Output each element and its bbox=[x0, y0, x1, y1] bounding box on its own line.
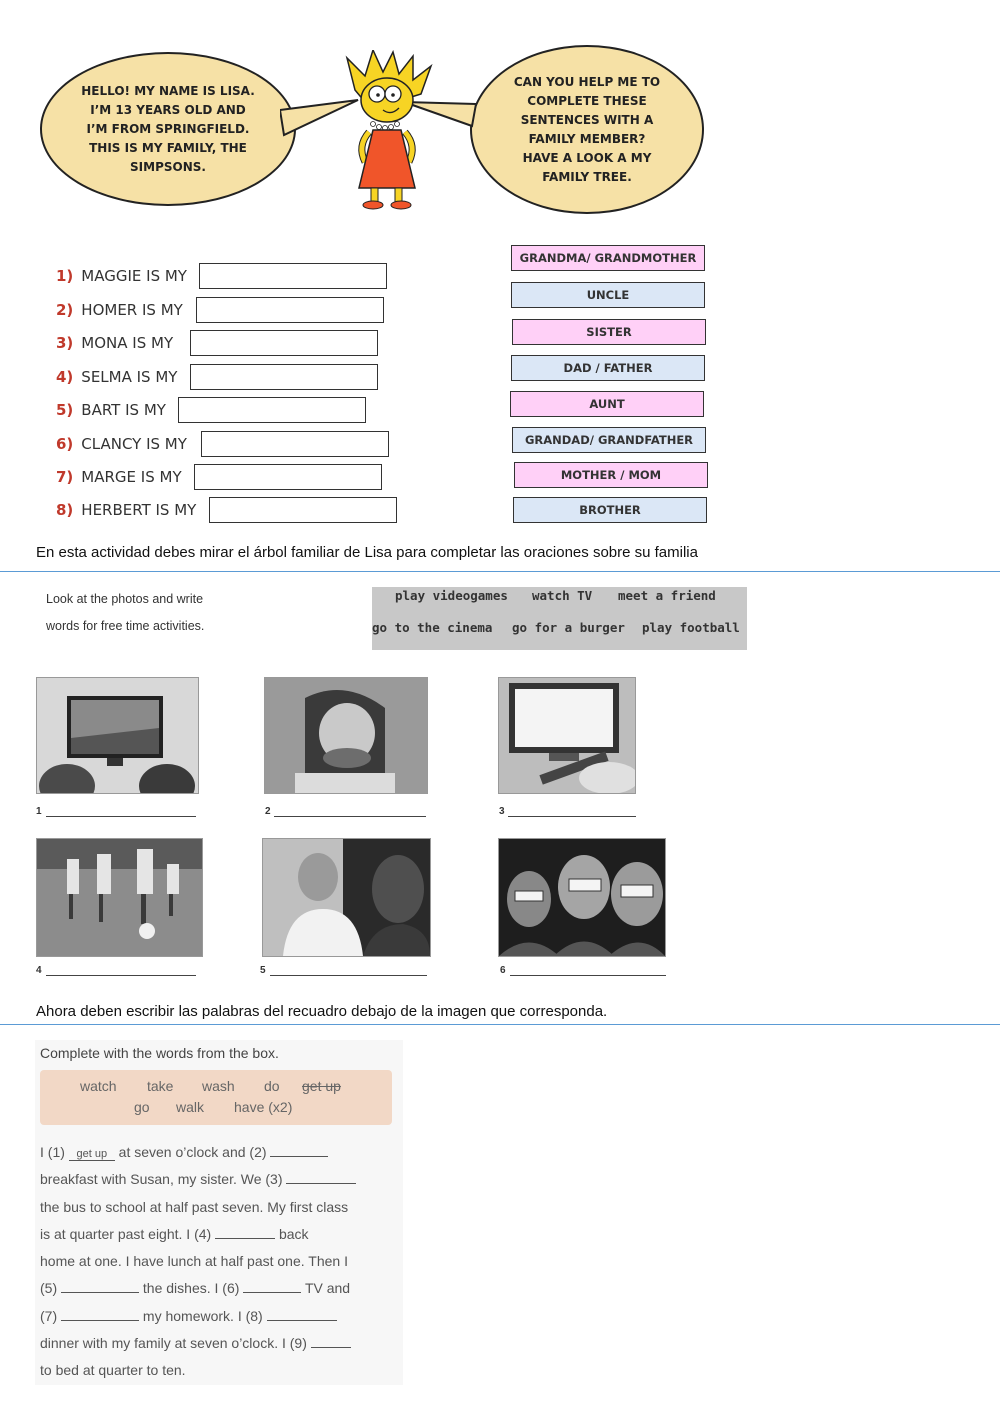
answer-box-3[interactable] bbox=[190, 330, 378, 356]
activity2-instruction-line2: words for free time activities. bbox=[46, 619, 205, 633]
word-go: go bbox=[134, 1099, 150, 1115]
exercise-title: Complete with the words from the box. bbox=[40, 1045, 279, 1061]
question-2 bbox=[56, 296, 396, 324]
lisa-simpson-illustration bbox=[335, 50, 445, 212]
question-3 bbox=[56, 329, 396, 357]
question-text: SELMA IS MY bbox=[81, 368, 178, 386]
blank-7[interactable] bbox=[61, 1309, 139, 1321]
question-text: BART IS MY bbox=[81, 401, 166, 419]
answer-line-2[interactable] bbox=[274, 816, 426, 817]
question-number: 5) bbox=[56, 401, 74, 419]
question-number: 2) bbox=[56, 301, 74, 319]
paragraph-line: I (1) get up at seven o’clock and (2) bbox=[40, 1144, 400, 1171]
photo-watch-tv bbox=[498, 677, 636, 794]
activity2-instruction-line1: Look at the photos and write bbox=[46, 592, 204, 606]
answer-number-3: 3 bbox=[499, 806, 505, 817]
blank-5[interactable] bbox=[61, 1281, 139, 1293]
option-go-to-the-cinema[interactable]: go to the cinema bbox=[372, 620, 493, 635]
question-number: 4) bbox=[56, 368, 74, 386]
answer-box-2[interactable] bbox=[196, 297, 384, 323]
divider-2 bbox=[0, 1024, 1000, 1025]
option-play-videogames[interactable]: play videogames bbox=[395, 588, 508, 603]
answer-box-1[interactable] bbox=[199, 263, 387, 289]
word-get-up: get up bbox=[302, 1078, 341, 1094]
answer-box-8[interactable] bbox=[209, 497, 397, 523]
word-take: take bbox=[147, 1078, 174, 1094]
word-watch: watch bbox=[80, 1078, 117, 1094]
answer-number-1: 1 bbox=[36, 806, 42, 817]
answer-number-4: 4 bbox=[36, 965, 42, 976]
question-number: 3) bbox=[56, 334, 74, 352]
blank-3[interactable] bbox=[286, 1172, 356, 1184]
word-box bbox=[40, 1070, 392, 1125]
divider-1 bbox=[0, 571, 1000, 572]
speech-bubble-right-text: CAN YOU HELP ME TO COMPLETE THESE SENTENCES WITH A FAMILY MEMBER? HAVE A LOOK A MY FAMILY TREE. bbox=[513, 74, 661, 184]
question-7 bbox=[56, 463, 396, 491]
question-text: HERBERT IS MY bbox=[81, 501, 197, 519]
answer-box-7[interactable] bbox=[194, 464, 382, 490]
answer-line-1[interactable] bbox=[46, 816, 196, 817]
question-text: CLANCY IS MY bbox=[81, 435, 187, 453]
word-have: have (x2) bbox=[234, 1099, 293, 1115]
word-do: do bbox=[264, 1078, 280, 1094]
answer-number-2: 2 bbox=[265, 806, 271, 817]
photo-cinema bbox=[498, 838, 666, 957]
question-text: MONA IS MY bbox=[81, 334, 174, 352]
blank-4[interactable] bbox=[215, 1227, 275, 1239]
answer-line-5[interactable] bbox=[270, 975, 427, 976]
paragraph-line: is at quarter past eight. I (4) back bbox=[40, 1225, 309, 1242]
question-number: 7) bbox=[56, 468, 74, 486]
word-walk: walk bbox=[176, 1099, 205, 1115]
paragraph-line: breakfast with Susan, my sister. We (3) bbox=[40, 1171, 400, 1198]
answer-box-4[interactable] bbox=[190, 364, 378, 390]
answer-box-6[interactable] bbox=[201, 431, 389, 457]
word-card-sister[interactable]: SISTER bbox=[512, 319, 706, 345]
question-1 bbox=[56, 262, 396, 290]
word-card-aunt[interactable]: AUNT bbox=[510, 391, 704, 417]
example-answer: get up bbox=[69, 1149, 115, 1161]
paragraph-line: the bus to school at half past seven. My first class bbox=[40, 1198, 349, 1215]
question-text: HOMER IS MY bbox=[81, 301, 183, 319]
blank-9[interactable] bbox=[311, 1336, 351, 1348]
answer-line-6[interactable] bbox=[510, 975, 666, 976]
paragraph-line: to bed at quarter to ten. bbox=[40, 1362, 186, 1379]
question-6 bbox=[56, 430, 396, 458]
answer-number-6: 6 bbox=[500, 965, 506, 976]
paragraph-line: (7) my homework. I (8) bbox=[40, 1308, 400, 1335]
blank-8[interactable] bbox=[267, 1309, 337, 1321]
photo-football bbox=[36, 838, 203, 957]
word-card-grandma[interactable]: GRANDMA/ GRANDMOTHER bbox=[511, 245, 705, 271]
question-number: 6) bbox=[56, 435, 74, 453]
word-card-grandad[interactable]: GRANDAD/ GRANDFATHER bbox=[512, 427, 706, 453]
question-text: MARGE IS MY bbox=[81, 468, 182, 486]
paragraph-line: (5) the dishes. I (6) TV and bbox=[40, 1280, 351, 1297]
speech-bubble-left bbox=[40, 52, 296, 206]
speech-bubble-left-text: HELLO! MY NAME IS LISA. I’M 13 YEARS OLD AND I’M FROM SPRINGFIELD. THIS IS MY FAMILY, THE SIMPSONS. bbox=[81, 83, 255, 174]
instruction-activities: Ahora deben escribir las palabras del recuadro debajo de la imagen que corresponda. bbox=[36, 1003, 608, 1020]
instruction-family: En esta actividad debes mirar el árbol familiar de Lisa para completar las oraciones sobre su familia bbox=[36, 544, 698, 561]
answer-line-3[interactable] bbox=[508, 816, 636, 817]
word-card-mother[interactable]: MOTHER / MOM bbox=[514, 462, 708, 488]
word-wash: wash bbox=[202, 1078, 235, 1094]
option-watch-tv[interactable]: watch TV bbox=[532, 588, 593, 603]
blank-2[interactable] bbox=[270, 1145, 328, 1157]
question-4 bbox=[56, 363, 396, 391]
paragraph-line: home at one. I have lunch at half past one. Then I bbox=[40, 1253, 348, 1270]
option-meet-a-friend[interactable]: meet a friend bbox=[618, 588, 716, 603]
answer-box-5[interactable] bbox=[178, 397, 366, 423]
blank-6[interactable] bbox=[243, 1281, 301, 1293]
question-number: 1) bbox=[56, 267, 74, 285]
answer-number-5: 5 bbox=[260, 965, 266, 976]
question-text: MAGGIE IS MY bbox=[81, 267, 187, 285]
routine-exercise bbox=[35, 1040, 403, 1385]
photo-burger bbox=[264, 677, 428, 794]
option-play-football[interactable]: play football bbox=[642, 620, 740, 635]
option-go-for-a-burger[interactable]: go for a burger bbox=[512, 620, 625, 635]
word-card-uncle[interactable]: UNCLE bbox=[511, 282, 705, 308]
exercise-paragraph bbox=[40, 1144, 400, 1390]
question-5 bbox=[56, 396, 396, 424]
photo-meet-a-friend bbox=[262, 838, 431, 957]
word-card-brother[interactable]: BROTHER bbox=[513, 497, 707, 523]
photo-videogames bbox=[36, 677, 199, 794]
question-8 bbox=[56, 496, 401, 524]
word-card-dad[interactable]: DAD / FATHER bbox=[511, 355, 705, 381]
paragraph-line: dinner with my family at seven o’clock. I (9) bbox=[40, 1335, 400, 1362]
answer-line-4[interactable] bbox=[46, 975, 196, 976]
question-number: 8) bbox=[56, 501, 74, 519]
